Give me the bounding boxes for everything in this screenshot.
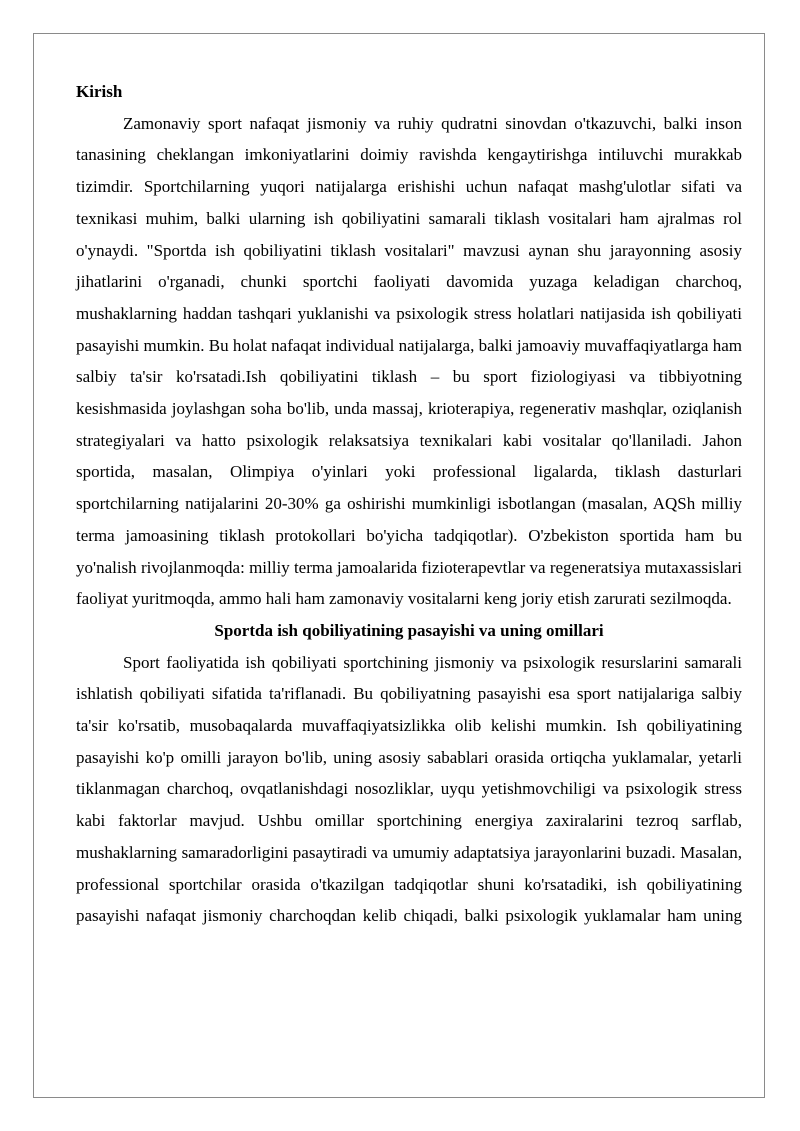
- intro-heading: Kirish: [76, 82, 123, 101]
- section-paragraph: Sport faoliyatida ish qobiliyati sportchining jismoniy va psixologik resurslarini samarali ishlatish qobiliyati sifatida ta'riflanadi. Bu qobiliyatning pasayishi esa sport natijalariga salbiy ta'sir ko'rsatib, musobaqalarda muvaffaqiyatsizlikka olib kelishi mumkin. Ish qobiliyatining pasayishi ko'p omilli jarayon bo'lib, uning asosiy sabablari orasida ortiqcha yuklamalar, yetarli tiklanmagan charchoq, ovqatlanishdagi nosozliklar, uyqu yetishmovchiligi va psixologik stress kabi faktorlar mavjud. Ushbu omillar sportchining energiya zaxiralarini tezroq sarflab, mushaklarning samaradorligini pasaytiradi va umumiy adaptatsiya jarayonlarini buzadi. Masalan, professional sportchilar orasida o'tkazilgan tadqiqotlar shuni ko'rsatadiki, ish qobiliyatining pasayishi nafaqat jismoniy charchoqdan kelib chiqadi, balki psixologik yuklamalar ham uning: [76, 652, 742, 926]
- section-heading: Sportda ish qobiliyatining pasayishi va uning omillari: [214, 620, 604, 640]
- document-body: [76, 76, 742, 932]
- intro-paragraph: Zamonaviy sport nafaqat jismoniy va ruhiy qudratni sinovdan o'tkazuvchi, balki inson tanasining cheklangan imkoniyatlarini doimiy ravishda kengaytirishga intiluvchi murakkab tizimdir. Sportchilarning yuqori natijalarga erishishi uchun nafaqat mashg'ulotlar sifati va texnikasi muhim, balki ularning ish qobiliyatini samarali tiklash vositalari ham ajralmas rol o'ynaydi. "Sportda ish qobiliyatini tiklash vositalari" mavzusi aynan shu jarayonning asosiy jihatlarini o'rganadi, chunki sportchi faoliyati davomida yuzaga keladigan charchoq, mushaklarning haddan tashqari yuklanishi va psixologik stress holatlari natijasida ish qobiliyati pasayishi mumkin. Bu holat nafaqat individual natijalarga, balki jamoaviy muvaffaqiyatlarga ham salbiy ta'sir ko'rsatadi.Ish qobiliyatini tiklash – bu sport fiziologiyasi va tibbiyotning kesishmasida joylashgan soha bo'lib, unda massaj, krioterapiya, regenerativ mashqlar, oziqlanish strategiyalari va hatto psixologik relaksatsiya texnikalari kabi vositalar qo'llaniladi. Jahon sportida, masalan, Olimpiya o'yinlari yoki professional ligalarda, tiklash dasturlari sportchilarning natijalarini 20-30% ga oshirishi mumkinligi isbotlangan (masalan, AQSh milliy terma jamoasining tiklash protokollari bo'yicha tadqiqotlar). O'zbekiston sportida ham bu yo'nalish rivojlanmoqda: milliy terma jamoalarida fizioterapevtlar va regeneratsiya mutaxassislari faoliyat yuritmoqda, ammo hali ham zamonaviy vositalarni keng joriy etish zarurati sezilmoqda.: [76, 113, 742, 609]
